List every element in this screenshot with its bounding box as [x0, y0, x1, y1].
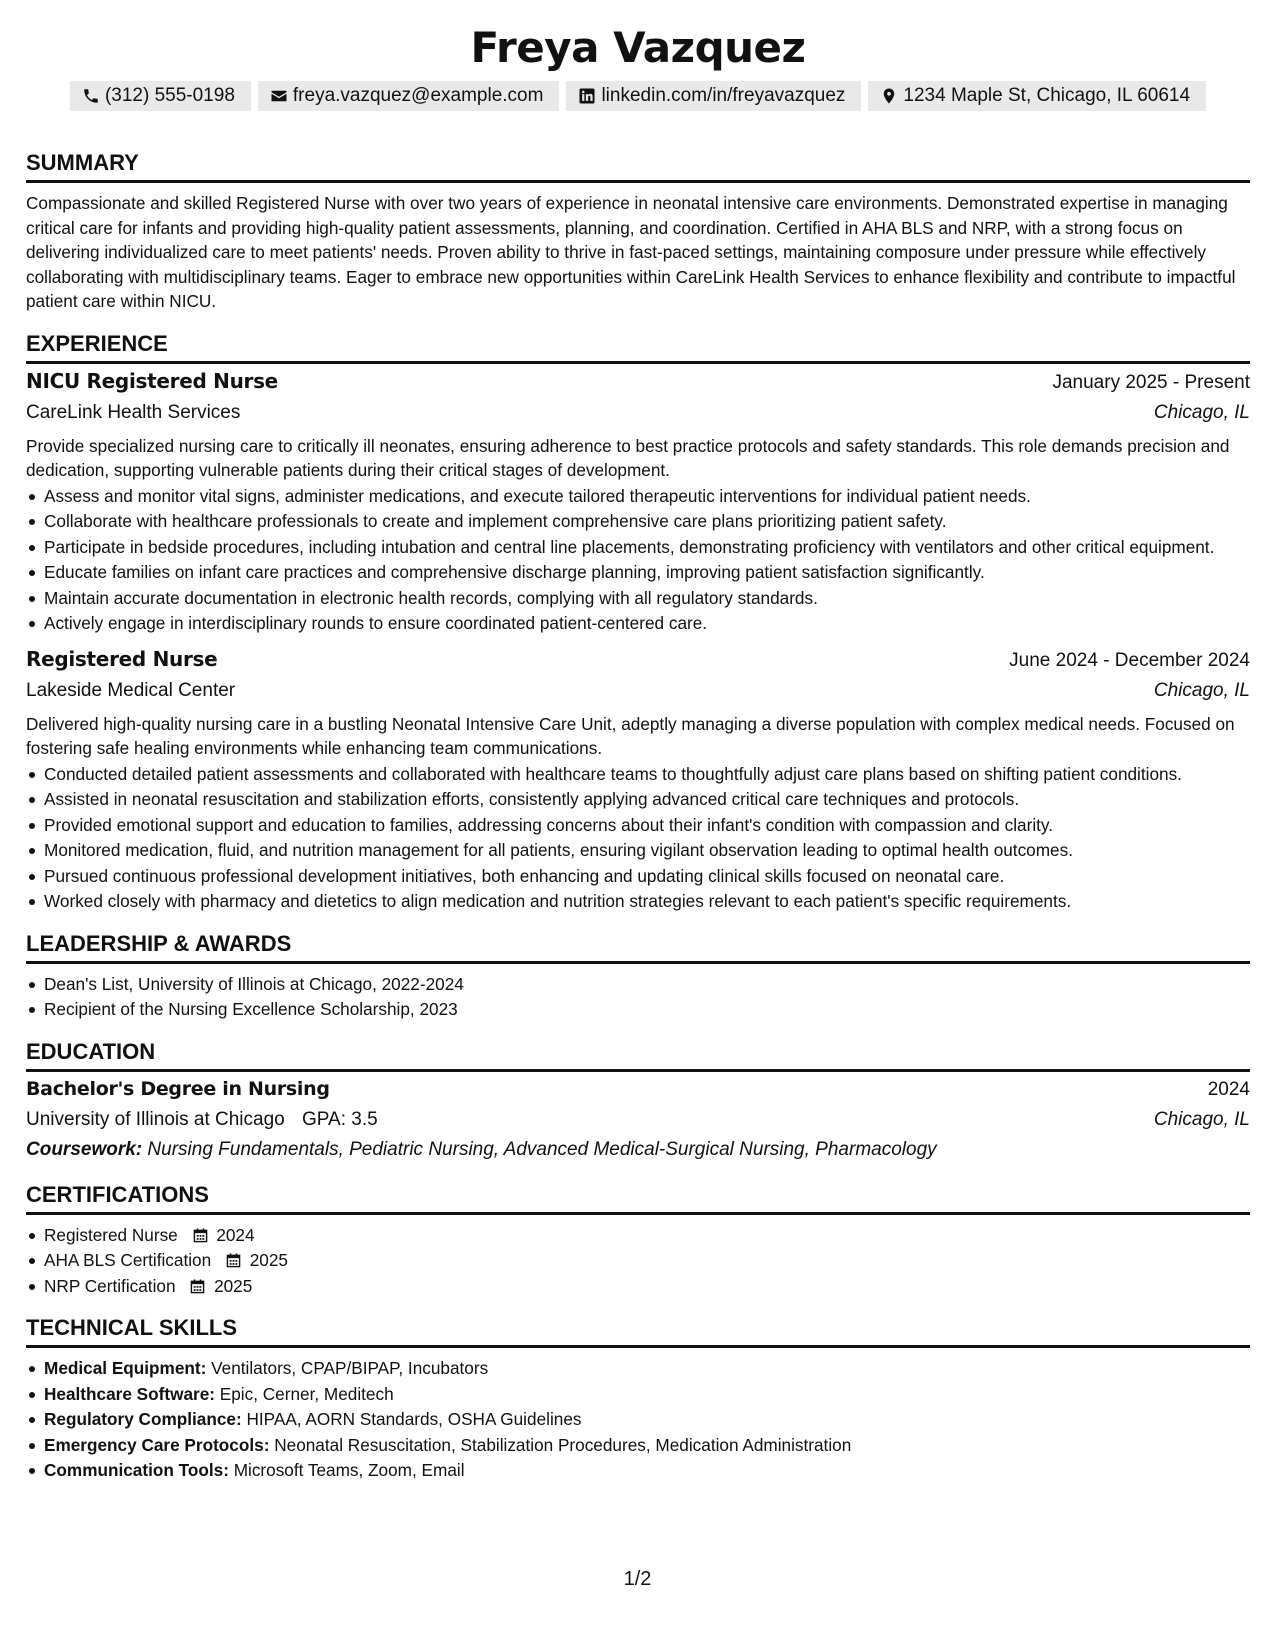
- list-item: Educate families on infant care practices and comprehensive discharge planning, improving patient satisfaction significantly.: [26, 560, 1250, 585]
- list-item: Conducted detailed patient assessments and collaborated with healthcare teams to thoughtfully adjust care plans based on shifting patient conditions.: [26, 762, 1250, 787]
- list-item: Monitored medication, fluid, and nutrition management for all patients, ensuring vigilant observation leading to optimal health outcomes.: [26, 838, 1250, 863]
- company-name: CareLink Health Services: [26, 401, 241, 423]
- skill-category: Emergency Care Protocols:: [44, 1434, 270, 1455]
- job-location: Chicago, IL: [1153, 401, 1250, 423]
- job-entry: [26, 366, 1250, 636]
- job-date: January 2025 - Present: [1052, 371, 1250, 393]
- education-section: [26, 1038, 1250, 1165]
- section-divider: [26, 1345, 1250, 1348]
- section-title: TECHNICAL SKILLS: [26, 1315, 238, 1340]
- calendar-icon: [190, 1279, 205, 1294]
- gpa: GPA: 3.5: [302, 1108, 378, 1130]
- certifications-section: [26, 1181, 1250, 1299]
- resume-page: [26, 20, 1250, 1483]
- list-item: Recipient of the Nursing Excellence Scholarship, 2023: [26, 997, 1250, 1022]
- list-item: Provided emotional support and education to families, addressing concerns about their infant's condition with compassion and clarity.: [26, 813, 1250, 838]
- skills-section: [26, 1314, 1250, 1483]
- job-date: June 2024 - December 2024: [1009, 649, 1250, 671]
- contact-bar: [26, 81, 1250, 111]
- contact-phone: [70, 81, 251, 111]
- certification-name: AHA BLS Certification: [44, 1250, 212, 1270]
- page-number: 1/2: [623, 1568, 652, 1590]
- job-location: Chicago, IL: [1153, 679, 1250, 701]
- job-bullets: [26, 762, 1250, 914]
- skill-category: Regulatory Compliance:: [44, 1409, 242, 1429]
- skill-values: Ventilators, CPAP/BIPAP, Incubators: [211, 1358, 489, 1378]
- section-divider: [26, 180, 1250, 183]
- envelope-icon: [270, 87, 288, 105]
- section-title: CERTIFICATIONS: [26, 1181, 209, 1207]
- list-item: Assess and monitor vital signs, administer medications, and execute tailored therapeutic interventions for individual patient needs.: [26, 484, 1250, 509]
- skill-values: Microsoft Teams, Zoom, Email: [233, 1460, 465, 1480]
- list-item: Participate in bedside procedures, including intubation and central line placements, demonstrating proficiency with ventilators and other critical equipment.: [26, 535, 1250, 560]
- section-title: EXPERIENCE: [26, 330, 168, 356]
- skill-category: Medical Equipment:: [44, 1358, 207, 1378]
- school-name: University of Illinois at Chicago: [26, 1108, 285, 1130]
- list-item: [26, 1382, 1250, 1407]
- coursework-label: Coursework:: [26, 1138, 143, 1160]
- list-item: Maintain accurate documentation in electronic health records, complying with all regulatory standards.: [26, 586, 1250, 611]
- skill-values: Neonatal Resuscitation, Stabilization Procedures, Medication Administration: [274, 1434, 852, 1455]
- contact-email: [258, 81, 560, 111]
- summary-section: [26, 149, 1250, 314]
- list-item: [26, 1248, 1250, 1273]
- list-item: [26, 1356, 1250, 1381]
- awards-section: [26, 930, 1250, 1022]
- company-name: Lakeside Medical Center: [26, 679, 236, 701]
- list-item: Dean's List, University of Illinois at Chicago, 2022-2024: [26, 972, 1250, 997]
- list-item: [26, 1433, 1250, 1458]
- certification-year: 2024: [216, 1224, 255, 1245]
- list-item: [26, 1458, 1250, 1483]
- degree-name: Bachelor's Degree in Nursing: [26, 1077, 330, 1100]
- candidate-name: Freya Vazquez: [470, 23, 806, 72]
- job-description: Provide specialized nursing care to critically ill neonates, ensuring adherence to best practice protocols and safety standards. This role demands precision and dedication, supporting vulnerable patients during their critical stages of development.: [26, 435, 1230, 480]
- skill-category: Communication Tools:: [44, 1460, 229, 1480]
- list-item: Pursued continuous professional development initiatives, both enhancing and updating clinical skills focused on neonatal care.: [26, 864, 1250, 889]
- summary-text: Compassionate and skilled Registered Nurse with over two years of experience in neonatal intensive care environments. Demonstrated expertise in managing critical care for infants and providing high-quality patient assessments, planning, and coordination. Certified in AHA BLS and NRP, with a strong focus on delivering individualized care to meet patients' needs. Proven ability to thrive in fast-paced settings, maintaining composure under pressure while effectively collaborating with multidisciplinary teams. Eager to embrace new opportunities within CareLink Health Services to enhance flexibility and contribute to impactful patient care within NICU.: [26, 193, 1236, 311]
- list-item: [26, 1223, 1250, 1248]
- graduation-year: 2024: [1207, 1078, 1250, 1100]
- certification-name: Registered Nurse: [44, 1224, 178, 1245]
- contact-linkedin: [566, 81, 861, 111]
- coursework-list: Nursing Fundamentals, Pediatric Nursing, Advanced Medical-Surgical Nursing, Pharmacology: [147, 1138, 937, 1160]
- skill-values: Epic, Cerner, Meditech: [219, 1383, 394, 1404]
- section-divider: [26, 1069, 1250, 1072]
- job-title: Registered Nurse: [26, 646, 218, 671]
- certification-year: 2025: [249, 1250, 288, 1270]
- job-description: Delivered high-quality nursing care in a bustling Neonatal Intensive Care Unit, adeptly managing a diverse population with complex medical needs. Focused on fostering safe healing environments while enhancing team communications.: [26, 713, 1235, 758]
- section-title: LEADERSHIP & AWARDS: [26, 930, 292, 956]
- job-bullets: [26, 484, 1250, 636]
- skill-values: HIPAA, AORN Standards, OSHA Guidelines: [246, 1409, 582, 1429]
- calendar-icon: [226, 1253, 241, 1268]
- skill-category: Healthcare Software:: [44, 1383, 215, 1404]
- skills-list: [26, 1356, 1250, 1483]
- experience-section: [26, 330, 1250, 914]
- list-item: Assisted in neonatal resuscitation and stabilization efforts, consistently applying advanced critical care techniques and protocols.: [26, 787, 1250, 812]
- list-item: Collaborate with healthcare professionals to create and implement comprehensive care plans prioritizing patient safety.: [26, 509, 1250, 534]
- list-item: [26, 1407, 1250, 1432]
- coursework: [26, 1135, 1250, 1165]
- linkedin-url: linkedin.com/in/freyavazquez: [601, 85, 846, 106]
- street-address: 1234 Maple St, Chicago, IL 60614: [903, 85, 1191, 106]
- section-divider: [26, 1212, 1250, 1215]
- school-location: Chicago, IL: [1153, 1108, 1250, 1130]
- list-item: Worked closely with pharmacy and dietetics to align medication and nutrition strategies relevant to each patient's specific requirements.: [26, 889, 1250, 914]
- section-title: EDUCATION: [26, 1038, 156, 1064]
- job-entry: [26, 644, 1250, 914]
- email-address: freya.vazquez@example.com: [292, 85, 544, 106]
- phone-number: (312) 555-0198: [104, 85, 235, 106]
- certification-name: NRP Certification: [44, 1275, 176, 1296]
- job-title: NICU Registered Nurse: [26, 368, 278, 393]
- certifications-list: [26, 1223, 1250, 1299]
- section-divider: [26, 961, 1250, 964]
- calendar-icon: [193, 1228, 208, 1243]
- certification-year: 2025: [214, 1275, 253, 1296]
- list-item: Actively engage in interdisciplinary rounds to ensure coordinated patient-centered care.: [26, 611, 1250, 636]
- section-title: SUMMARY: [26, 150, 139, 175]
- contact-address: [868, 81, 1206, 111]
- awards-list: [26, 972, 1250, 1022]
- section-divider: [26, 361, 1250, 364]
- phone-icon: [82, 87, 100, 105]
- list-item: [26, 1274, 1250, 1299]
- linkedin-icon: [578, 87, 596, 105]
- map-pin-icon: [880, 87, 898, 105]
